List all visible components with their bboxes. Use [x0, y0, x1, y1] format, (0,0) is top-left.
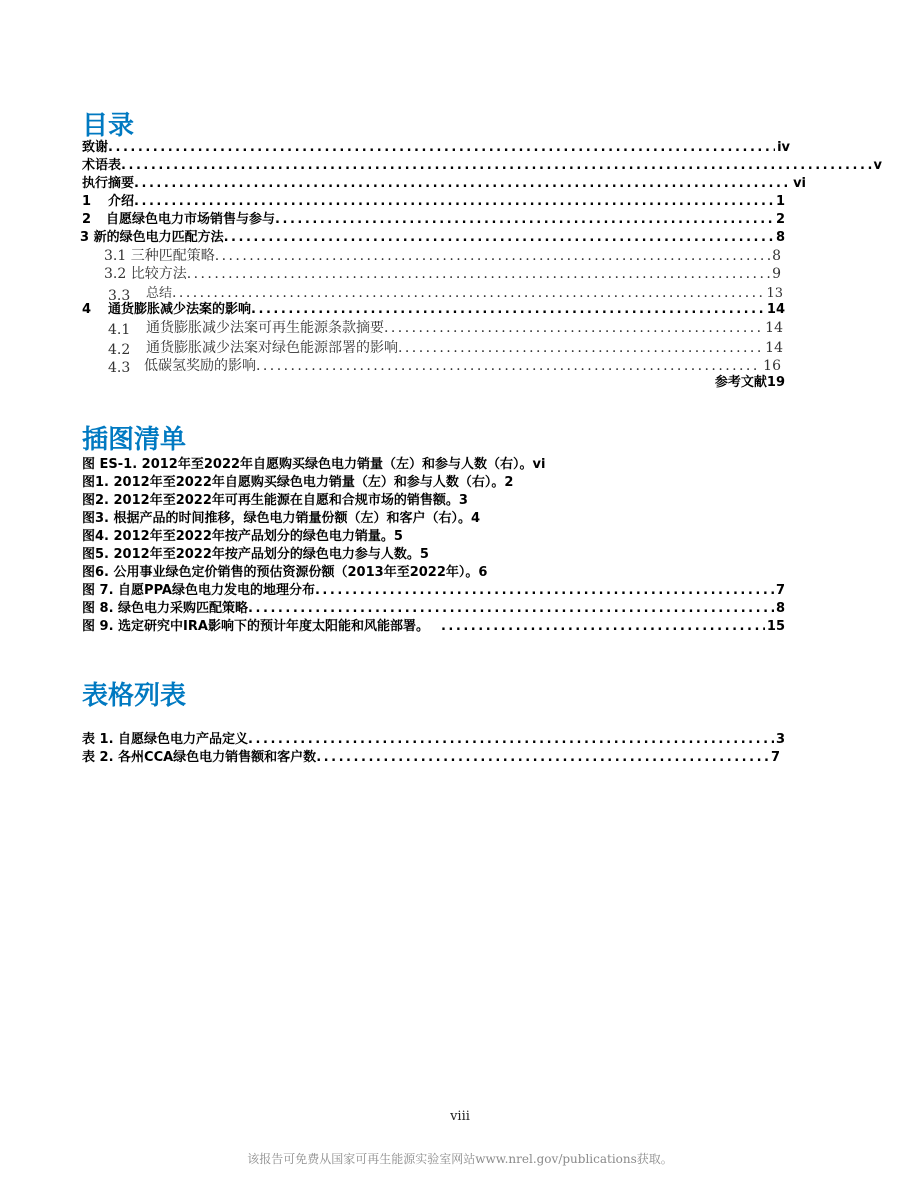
toc-subentry[interactable] [104, 265, 781, 283]
toc-entry[interactable] [82, 175, 806, 193]
toc-subentry[interactable] [108, 357, 781, 375]
figure-entry-page: 7 [775, 583, 785, 598]
toc-entry-page: 8 [775, 230, 785, 245]
figure-entry[interactable]: 图1. 2012年至2022年自愿购买绿色电力销量（左）和参与人数（右）。2 [82, 475, 514, 490]
figure-entry-page: 15 [766, 619, 785, 634]
table-entry[interactable] [82, 731, 785, 749]
dot-leader [275, 211, 774, 229]
dot-leader [134, 193, 774, 211]
toc-entry-page: 9 [772, 266, 781, 282]
figure-entry[interactable]: 图5. 2012年至2022年按产品划分的绿色电力参与人数。5 [82, 547, 429, 562]
dot-leader [172, 284, 764, 302]
dot-leader [316, 749, 769, 767]
figure-entry[interactable]: 图4. 2012年至2022年按产品划分的绿色电力销量。5 [82, 529, 403, 544]
toc-entry-title: 3.1 三种匹配策略 [104, 248, 215, 264]
toc-entry-number: 4.3 [108, 360, 131, 375]
toc-subentry[interactable] [108, 339, 783, 357]
toc-entry-title: 低碳氢奖励的影响 [144, 358, 256, 374]
toc-entry-title: 3 新的绿色电力匹配方法 [80, 230, 224, 245]
toc-entry-title: 3.2 比较方法 [104, 266, 187, 282]
toc-entry-page: iv [777, 140, 790, 155]
dot-leader [248, 600, 774, 618]
toc-entry-page: 13 [766, 286, 783, 301]
toc-entry-page: 8 [772, 248, 781, 264]
figure-entry[interactable] [82, 600, 785, 618]
figures-heading: 插图清单 [82, 425, 187, 455]
toc-subentry[interactable] [108, 319, 783, 337]
toc-entry-title: 执行摘要 [82, 176, 135, 191]
toc-entry-title: 总结 [146, 286, 173, 301]
toc-subentry[interactable] [104, 247, 781, 265]
dot-leader [441, 618, 765, 636]
table-entry-title: 表 2. 各州CCA绿色电力销售额和客户数 [82, 750, 317, 765]
toc-entry-title: 通货膨胀减少法案的影响 [108, 302, 252, 317]
table-entry[interactable] [82, 749, 780, 767]
figure-entry-page: 8 [775, 601, 785, 616]
toc-references[interactable]: 参考文献19 [714, 375, 785, 390]
toc-entry[interactable] [82, 193, 785, 211]
toc-entry-number: 4 [82, 302, 92, 317]
toc-entry-page: 14 [765, 320, 783, 336]
dot-leader [187, 265, 770, 283]
dot-leader [398, 339, 763, 357]
toc-entry-number: 4.1 [108, 322, 131, 337]
toc-heading: 目录 [82, 111, 135, 141]
toc-entry-number: 3.3 [108, 288, 131, 302]
toc-entry-title: 通货膨胀减少法案对绿色能源部署的影响 [146, 340, 398, 356]
toc-entry-number: 4.2 [108, 342, 131, 357]
figure-entry[interactable]: 图 ES-1. 2012年至2022年自愿购买绿色电力销量（左）和参与人数（右）。vi [82, 457, 546, 472]
figure-entry[interactable]: 图2. 2012年至2022年可再生能源在自愿和合规市场的销售额。3 [82, 493, 468, 508]
toc-entry-number: 2 [82, 212, 92, 227]
dot-leader [215, 247, 770, 265]
figure-entry[interactable]: 图3. 根据产品的时间推移，绿色电力销量份额（左）和客户（右）。4 [82, 511, 481, 526]
toc-entry-page: 16 [763, 358, 781, 374]
figure-entry-title: 图 8. 绿色电力采购匹配策略 [82, 601, 249, 616]
toc-entry-page: 1 [775, 194, 785, 209]
toc-entry[interactable] [82, 211, 785, 229]
dot-leader [134, 175, 791, 193]
toc-entry-page: 2 [775, 212, 785, 227]
toc-entry-page: 14 [766, 302, 785, 317]
toc-entry-title: 通货膨胀减少法案可再生能源条款摘要 [146, 320, 384, 336]
figure-entry[interactable] [82, 582, 785, 600]
dot-leader [315, 582, 774, 600]
dot-leader [121, 157, 872, 175]
table-entry-page: 7 [770, 750, 780, 765]
availability-note: 该报告可免费从国家可再生能源实验室网站www.nrel.gov/publications获取。 [247, 1152, 673, 1166]
toc-entry-title: 介绍 [108, 194, 135, 209]
toc-entry-page: vi [793, 176, 806, 191]
toc-entry-number: 1 [82, 194, 92, 209]
toc-entry[interactable] [82, 139, 790, 157]
figure-entry-title: 图 9. 选定研究中IRA影响下的预计年度太阳能和风能部署。 [82, 619, 429, 634]
toc-entry-title: 术语表 [82, 158, 122, 173]
dot-leader [248, 731, 774, 749]
table-entry-title: 表 1. 自愿绿色电力产品定义 [82, 732, 249, 747]
toc-entry-page: v [873, 158, 882, 173]
tables-heading: 表格列表 [82, 681, 187, 711]
dot-leader [108, 139, 775, 157]
figure-entry[interactable]: 图6. 公用事业绿色定价销售的预估资源份额（2013年至2022年）。6 [82, 565, 488, 580]
dot-leader [384, 319, 763, 337]
toc-entry[interactable] [82, 301, 785, 319]
dot-leader [256, 357, 761, 375]
figure-entry-title: 图 7. 自愿PPA绿色电力发电的地理分布 [82, 583, 315, 598]
dot-leader [224, 229, 774, 247]
figure-entry[interactable] [82, 618, 785, 636]
toc-entry-title: 自愿绿色电力市场销售与参与 [106, 212, 276, 227]
page-number: viii [450, 1109, 470, 1124]
toc-subentry[interactable] [108, 284, 783, 302]
toc-entry[interactable] [80, 229, 785, 247]
toc-entry[interactable] [82, 157, 882, 175]
table-entry-page: 3 [775, 732, 785, 747]
toc-entry-title: 致谢 [82, 140, 109, 155]
dot-leader [251, 301, 765, 319]
toc-entry-page: 14 [765, 340, 783, 356]
